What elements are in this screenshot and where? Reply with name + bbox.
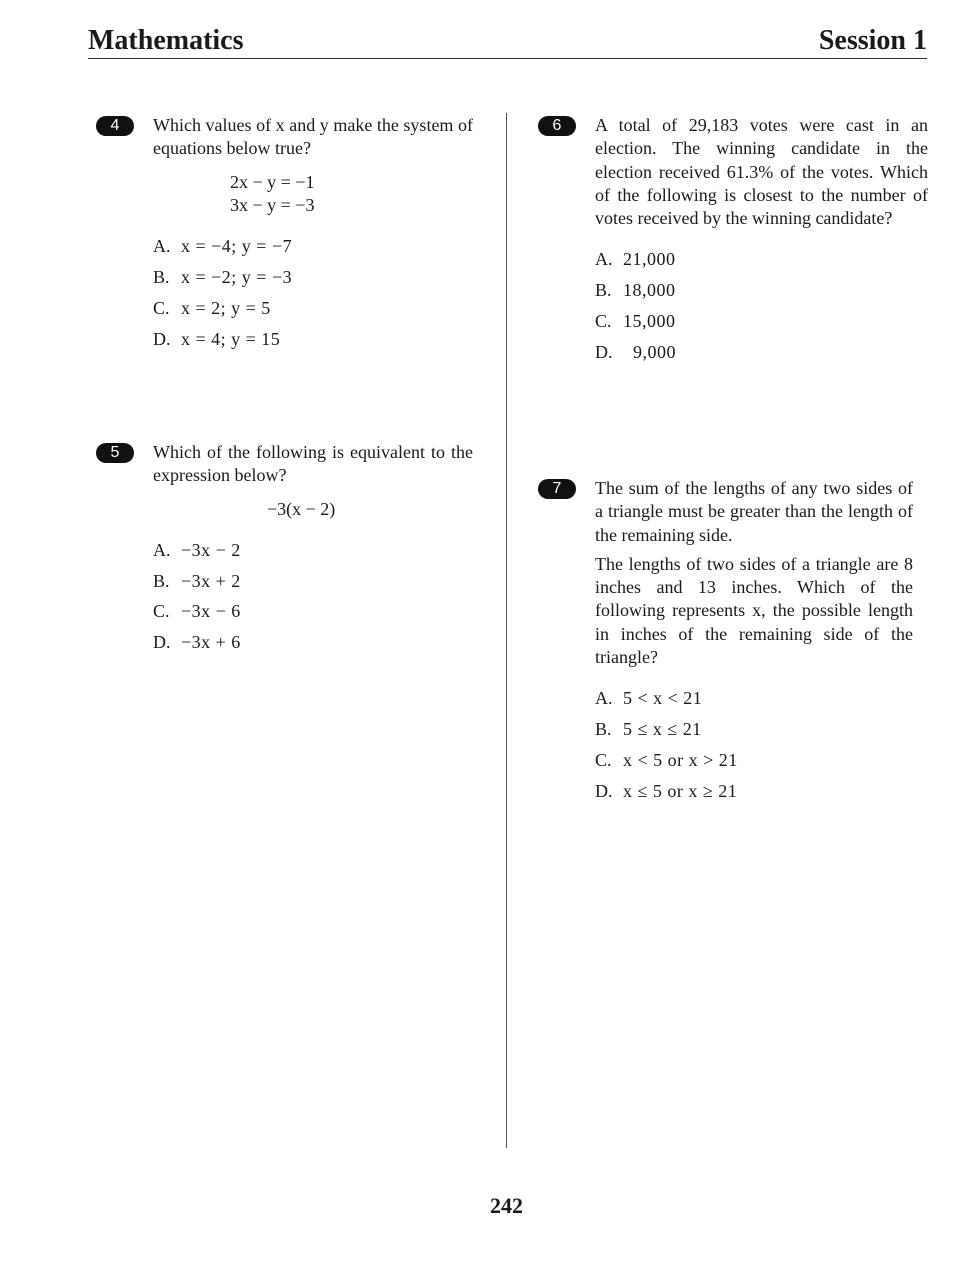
answer-choice-b[interactable]: B. 18,000 [595, 280, 676, 301]
question-text: A total of 29,183 votes were cast in an election. The winning candidate in the election received 61.3% of the votes. Which of the following is closest to the number of votes received by the winning candidate? [595, 115, 928, 229]
answer-choice-a[interactable]: A. −3x − 2 [153, 539, 241, 560]
page-header [88, 24, 927, 59]
answer-choice-a[interactable]: A. 5 < x < 21 [595, 688, 703, 709]
question-number-badge: 7 [538, 479, 576, 499]
answer-choice-b[interactable]: B. 5 ≤ x ≤ 21 [595, 719, 702, 740]
answer-choice-c[interactable]: C. 15,000 [595, 311, 676, 332]
equation: 2x − y = −1 [230, 171, 315, 192]
answer-choice-b[interactable]: B. x = −2; y = −3 [153, 266, 293, 287]
question-text: The lengths of two sides of a triangle are 8 inches and 13 inches. Which of the following represents x, the possible length in inches of the remaining side of the triangle? [595, 553, 913, 668]
question-text: Which values of x and y make the system of equations below true? [153, 115, 473, 159]
answer-choice-d[interactable]: D. x = 4; y = 15 [153, 328, 281, 349]
session-title: Session 1 [818, 25, 927, 56]
question-number-badge: 5 [96, 443, 134, 463]
answer-choice-b[interactable]: B. −3x + 2 [153, 570, 241, 591]
question-text: Which of the following is equivalent to the expression below? [153, 442, 473, 486]
answer-choice-d[interactable]: D. x ≤ 5 or x ≥ 21 [595, 780, 738, 801]
answer-choice-c[interactable]: C. x < 5 or x > 21 [595, 749, 738, 770]
page-number: 242 [490, 1193, 523, 1218]
question-text: The sum of the lengths of any two sides of a triangle must be greater than the length of the remaining side. [595, 478, 913, 545]
answer-choice-a[interactable]: A. 21,000 [595, 249, 676, 270]
answer-choice-d[interactable]: D. −3x + 6 [153, 632, 241, 653]
subject-title: Mathematics [88, 25, 244, 56]
question-number-badge: 6 [538, 116, 576, 136]
answer-choice-d[interactable]: D. 9,000 [595, 341, 676, 362]
expression: −3(x − 2) [267, 498, 336, 519]
question-number-badge: 4 [96, 116, 134, 136]
answer-choice-c[interactable]: C. −3x − 6 [153, 601, 241, 622]
answer-choice-c[interactable]: C. x = 2; y = 5 [153, 297, 271, 318]
answer-choice-a[interactable]: A. x = −4; y = −7 [153, 236, 293, 257]
column-divider [506, 113, 507, 1148]
equation: 3x − y = −3 [230, 194, 315, 215]
